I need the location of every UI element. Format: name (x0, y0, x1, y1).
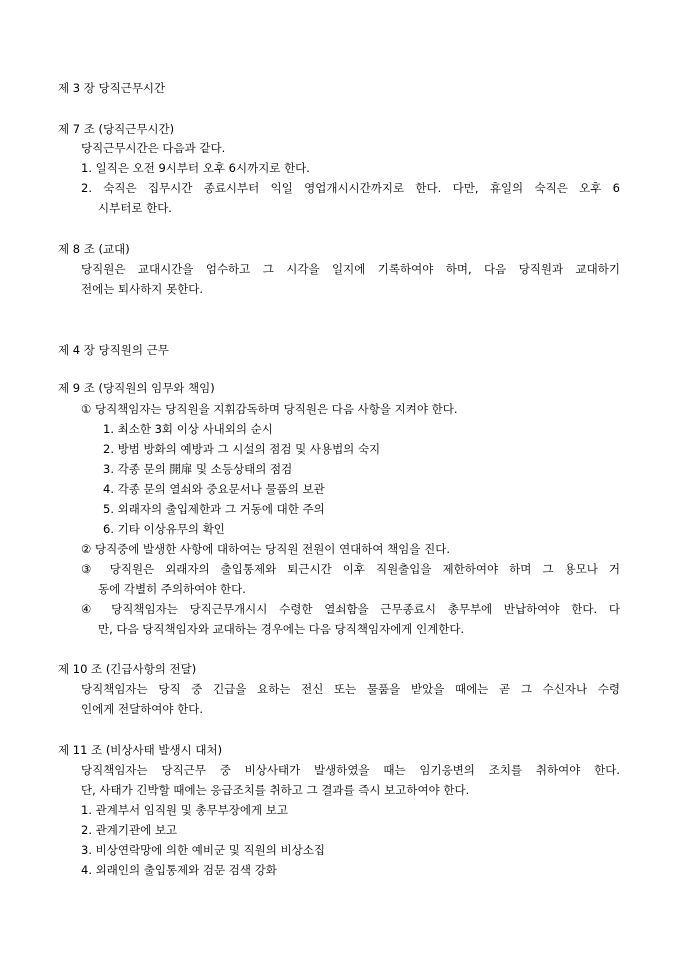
list-item: 3. 비상연락망에 의한 예비군 및 직원의 비상소집 (81, 843, 325, 857)
list-item: 4. 각종 문의 열쇠와 중요문서나 물품의 보관 (103, 482, 325, 496)
list-item: 6. 기타 이상유무의 확인 (103, 522, 225, 536)
list-item: 4. 외래인의 출입통제와 검문 검색 강화 (81, 863, 277, 877)
paragraph: 당직원은 교대시간을 엄수하고 그 시각을 일지에 기록하여야 하며, 다음 당직원과 교대하기 (81, 262, 620, 276)
paragraph: ② 당직중에 발생한 사항에 대하여는 당직원 전원이 연대하여 책임을 진다. (81, 542, 451, 556)
paragraph: ③ 당직원은 외래자의 출입통제와 퇴근시간 이후 직원출입을 제한하여야 하며 그 용모나 거 (81, 562, 620, 576)
paragraph: 당직책임자는 당직 중 긴급을 요하는 전신 또는 물품을 받았을 때에는 곧 그 수신자나 수령 (81, 682, 620, 696)
paragraph: 당직책임자는 당직근무 중 비상사태가 발생하였을 때는 임기응변의 조치를 취하여야 한다. (81, 763, 620, 777)
paragraph: ① 당직책임자는 당직원을 지휘감독하며 당직원은 다음 사항을 지켜야 한다. (81, 402, 458, 416)
list-item: 3. 각종 문의 開扉 및 소등상태의 점검 (103, 462, 293, 476)
list-item: 1. 관계부서 임직원 및 총무부장에게 보고 (81, 803, 288, 817)
list-item: 1. 최소한 3회 이상 사내외의 순시 (103, 422, 273, 436)
paragraph: ④ 당직책임자는 당직근무개시시 수령한 열쇠함을 근무종료시 총무부에 반납하여야 한다. 다 (81, 602, 620, 616)
paragraph: 인에게 전달하여야 한다. (81, 702, 204, 716)
chapter-heading: 제 4 장 당직원의 근무 (58, 343, 169, 357)
article-heading: 제 7 조 (당직근무시간) (58, 122, 175, 136)
list-item: 2. 방범 방화의 예방과 그 시설의 점검 및 사용법의 숙지 (103, 442, 381, 456)
paragraph: 만, 다음 당직책임자와 교대하는 경우에는 다음 당직책임자에게 인계한다. (98, 622, 465, 636)
paragraph: 당직근무시간은 다음과 같다. (81, 141, 226, 155)
list-item: 1. 일직은 오전 9시부터 오후 6시까지로 한다. (81, 161, 310, 175)
paragraph: 단, 사태가 긴박할 때에는 응급조치를 취하고 그 결과를 즉시 보고하여야 한다. (81, 783, 470, 797)
list-item: 2. 관계기관에 보고 (81, 823, 178, 837)
list-item-continuation: 시부터로 한다. (98, 201, 172, 215)
chapter-heading: 제 3 장 당직근무시간 (58, 81, 166, 95)
article-heading: 제 11 조 (비상사태 발생시 대처) (58, 743, 223, 757)
article-heading: 제 8 조 (교대) (58, 242, 130, 256)
list-item: 2. 숙직은 집무시간 종료시부터 익일 영업개시시간까지로 한다. 다만, 휴일의 숙직은 오후 6 (81, 181, 620, 195)
paragraph: 동에 각별히 주의하여야 한다. (98, 582, 246, 596)
article-heading: 제 9 조 (당직원의 임무와 책임) (58, 381, 215, 395)
paragraph: 전에는 퇴사하지 못한다. (81, 282, 204, 296)
article-heading: 제 10 조 (긴급사항의 전달) (58, 662, 197, 676)
list-item: 5. 외래자의 출입제한과 그 거동에 대한 주의 (103, 502, 325, 516)
